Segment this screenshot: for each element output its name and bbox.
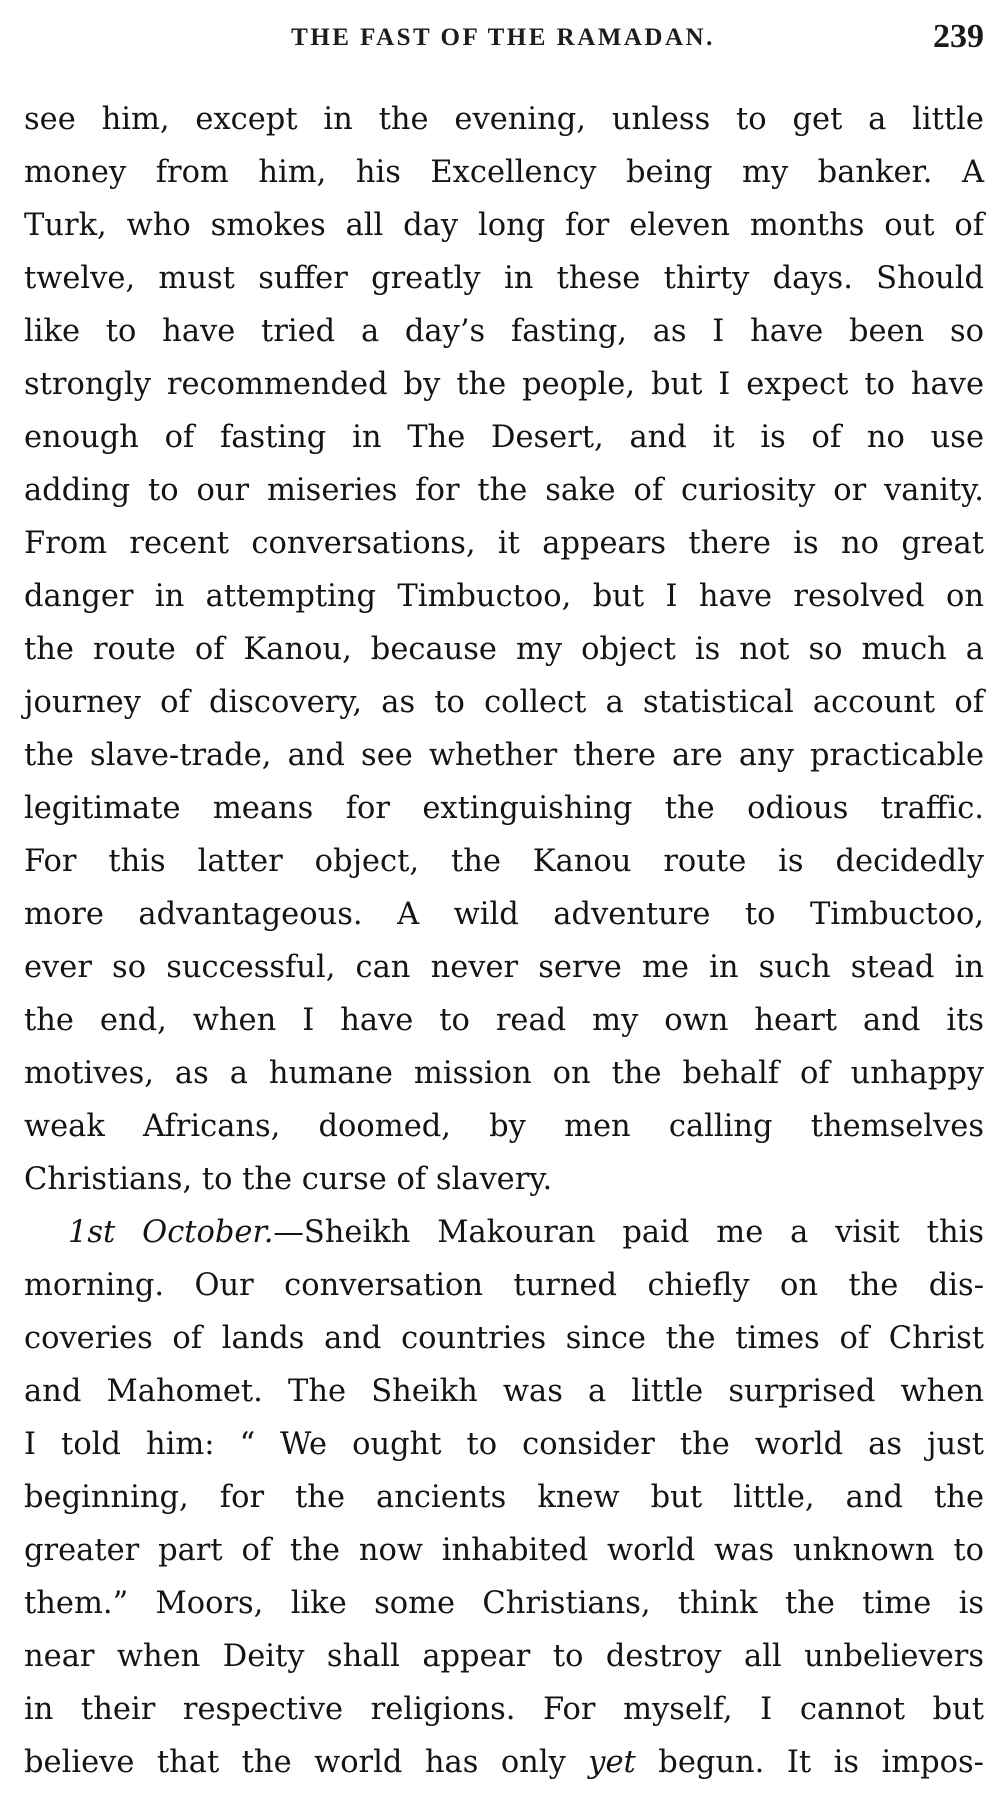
text-line: journey of discovery, as to collect a statistical account of: [24, 685, 984, 720]
text-line: For this latter object, the Kanou route is decidedly: [24, 844, 984, 879]
text-line: From recent conversations, it appears there is no great: [24, 526, 984, 561]
text-line: twelve, must suffer greatly in these thirty days. Should: [24, 261, 984, 296]
text-line: weak Africans, doomed, by men calling themselves: [24, 1109, 984, 1144]
text-line: the slave-trade, and see whether there are any practicable: [24, 738, 984, 773]
text-line: the route of Kanou, because my object is not so much a: [24, 632, 984, 667]
text-line: morning. Our conversation turned chiefly on the dis-: [24, 1268, 984, 1303]
text-line: see him, except in the evening, unless to get a little: [24, 102, 984, 137]
text-line: I told him: “ We ought to consider the world as just: [24, 1427, 984, 1462]
text-line: enough of fasting in The Desert, and it is of no use: [24, 420, 984, 455]
page-number: 239: [933, 18, 984, 55]
text-line: coveries of lands and countries since the times of Christ: [24, 1321, 984, 1356]
text-line: greater part of the now inhabited world was unknown to: [24, 1533, 984, 1568]
text-line: the end, when I have to read my own heart and its: [24, 1003, 984, 1038]
text-line: like to have tried a day’s fasting, as I have been so: [24, 314, 984, 349]
date-label: 1st October.: [68, 1215, 274, 1250]
paragraph-1: [24, 93, 984, 1206]
text-line: danger in attempting Timbuctoo, but I have resolved on: [24, 579, 984, 614]
text-line: in their respective religions. For myself, I cannot but: [24, 1692, 984, 1727]
text-line: adding to our miseries for the sake of curiosity or vanity.: [24, 473, 984, 508]
text-line: near when Deity shall appear to destroy all unbelievers: [24, 1639, 984, 1674]
text-line: [24, 1206, 984, 1259]
body-text: [24, 93, 984, 1789]
text-segment: believe that the world has only: [24, 1745, 589, 1780]
text-line: beginning, for the ancients knew but little, and the: [24, 1480, 984, 1515]
running-head: [22, 20, 984, 60]
text-segment: begun. It is impos-: [635, 1745, 984, 1780]
text-line: strongly recommended by the people, but I expect to have: [24, 367, 984, 402]
text-line: them.” Moors, like some Christians, think the time is: [24, 1586, 984, 1621]
text-line: motives, as a humane mission on the behalf of unhappy: [24, 1056, 984, 1091]
text-line: Turk, who smokes all day long for eleven months out of: [24, 208, 984, 243]
text-line: more advantageous. A wild adventure to Timbuctoo,: [24, 897, 984, 932]
italic-word: yet: [588, 1745, 636, 1780]
text-line: [24, 1736, 984, 1789]
paragraph-2: [24, 1206, 984, 1789]
text-line: legitimate means for extinguishing the odious traffic.: [24, 791, 984, 826]
text-line: Christians, to the curse of slavery.: [24, 1162, 553, 1197]
running-title: THE FAST OF THE RAMADAN.: [291, 24, 715, 51]
text-line: ever so successful, can never serve me in such stead in: [24, 950, 984, 985]
text-line: and Mahomet. The Sheikh was a little surprised when: [24, 1374, 984, 1409]
text-line: money from him, his Excellency being my banker. A: [24, 155, 984, 190]
text-line-rest: —Sheikh Makouran paid me a visit this: [273, 1215, 984, 1250]
